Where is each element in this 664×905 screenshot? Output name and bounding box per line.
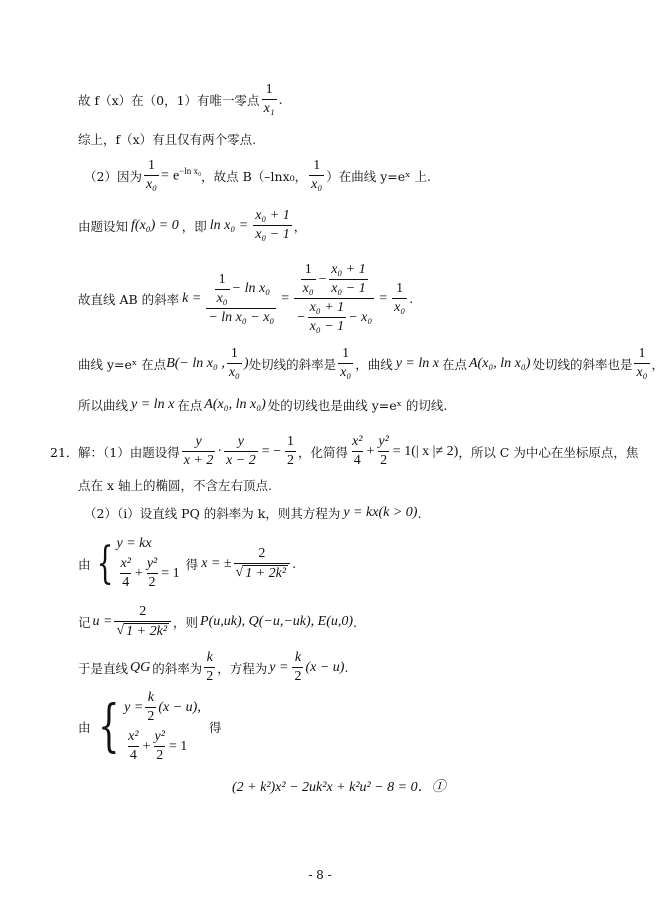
text-because: （2）因为 <box>84 168 142 184</box>
text-on-curve: ）在曲线 y=eˣ 上. <box>326 168 431 184</box>
slope-fraction-2: $\frac{1}{\text{x₀}}$ − $\frac{\text{x₀ + 1}}{\text{x₀ − 1}}$ − $\frac{\text{x₀ + 1}}{\text{x₀ − 1}}$ − x₀ <box>296 262 373 335</box>
solution-line-7: 所以曲线 y = ln x 在点 A(x₀, ln x₀) 处的切线也是曲线 y=eˣ 的切线. <box>78 397 448 413</box>
solution-line-5: 故直线 AB 的斜率 k = $\frac{1}{\text{x₀}}$ − ln x₀ − ln x₀ − x₀ = $\frac{1}{\text{x₀}}$ − $\frac{\text{x₀ + 1}}{\text{x₀ − 1}}$ − $\frac{\text{x₀ + 1}}{\text{x₀ − 1}}$ − x₀ = $\frac{1}{\text{x₀}}$ . <box>78 262 414 335</box>
question-21-equation-1: (2 + k²)x² − 2uk²x + k²u² − 8 = 0．① <box>232 780 446 795</box>
fraction-1-over-x1: $\frac{1}{\text{x₁}}$ <box>263 82 275 117</box>
question-21-system-2: 由 { y = $\frac{k}{2}$ (x − u), $\frac{\text{x²}}{4}$ + $\frac{\text{y²}}{2}$ = 1 得 <box>78 690 222 764</box>
solution-line-3: （2）因为 $\frac{1}{\text{x₀}}$ = $e^{-ln x_0}$ ，故点 B（–lnx₀， $\frac{1}{\text{x₀}}$ ）在曲线 y=eˣ 上. <box>84 158 431 193</box>
period: . <box>278 92 283 108</box>
solution-line-2 <box>78 130 256 148</box>
solution-line-1 <box>78 82 283 117</box>
solution-line-4: 由题设知 f(x₀) = 0 ，即 ln x₀ = $\frac{\text{x₀ + 1}}{\text{x₀ − 1}}$ ， <box>78 208 307 243</box>
fraction-1-over-x0: $\frac{1}{\text{x₀}}$ <box>145 158 158 193</box>
equation-system-1: { y = kx $\frac{\text{x²}}{4}$ + $\frac{\text{y²}}{2}$ = 1 <box>96 536 180 591</box>
fraction-1-over-x0-b: $\frac{1}{\text{x₀}}$ <box>311 158 323 193</box>
text-conclusion: 综上，f（x）有且仅有两个零点. <box>78 132 257 147</box>
question-21-system-1: 由 { y = kx $\frac{\text{x²}}{4}$ + $\frac{\text{y²}}{2}$ = 1 得 x = ± 2 √ 1 + 2k² . <box>78 536 297 591</box>
equation-system-2: { y = $\frac{k}{2}$ (x − u), $\frac{\text{x²}}{4}$ + $\frac{\text{y²}}{2}$ = 1 <box>97 690 201 764</box>
fraction-x0p1-over-x0m1: $\frac{\text{x₀ + 1}}{\text{x₀ − 1}}$ <box>255 208 290 243</box>
question-21-line-QG: 于是直线 QG 的斜率为 $\frac{k}{2}$ ，方程为 y = $\frac{k}{2}$ (x − u) . <box>78 650 349 685</box>
question-21-line-3: （2）（i）设直线 PQ 的斜率为 k，则其方程为 y = kx(k > 0) . <box>84 505 422 521</box>
slope-fraction-1: $\frac{1}{\text{x₀}}$ − ln x₀ − ln x₀ − x₀ <box>208 271 275 325</box>
question-number: 21． <box>50 444 79 460</box>
fraction-result: $\frac{1}{\text{x₀}}$ <box>394 281 406 316</box>
solution-line-6: 曲线 y=eˣ 在点 B(− ln x₀ , $\frac{1}{\text{x₀}}$ ) 处切线的斜率是 $\frac{1}{\text{x₀}}$ ，曲线 y = ln x 在点 A(x₀, ln x₀) 处切线的斜率也是 $\frac{1}{\text{x₀}}$ ， <box>78 346 664 381</box>
question-21-line-1: 21． 解：（1）由题设得 $\frac{y}{x + 2}$ · $\frac{y}{x - 2}$ = − $\frac{1}{2}$ ，化简得 $\frac{\text{x²}}{4}$ + $\frac{\text{y²}}{2}$ = 1(| x |≠ 2) ，所以 C 为中心在坐标原点，焦 <box>50 434 639 469</box>
page-number: - 8 - <box>308 868 332 882</box>
question-21-line-2: 点在 x 轴上的椭圆，不含左右顶点. <box>78 478 272 493</box>
text-zero-point: 故 f（x）在（0，1）有唯一零点 <box>78 92 260 108</box>
question-21-line-u: 记 u = 2 √ 1 + 2k² ，则 P(u,uk), Q(−u,−uk), E(u,0) . <box>78 604 358 640</box>
exp-term: $e^{-ln x_0}$ <box>172 166 202 184</box>
text-slope-AB: 故直线 AB 的斜率 <box>78 291 180 307</box>
text-given: 由题设知 <box>78 218 129 234</box>
text-point-B: ，故点 B（–lnx₀， <box>201 168 308 184</box>
